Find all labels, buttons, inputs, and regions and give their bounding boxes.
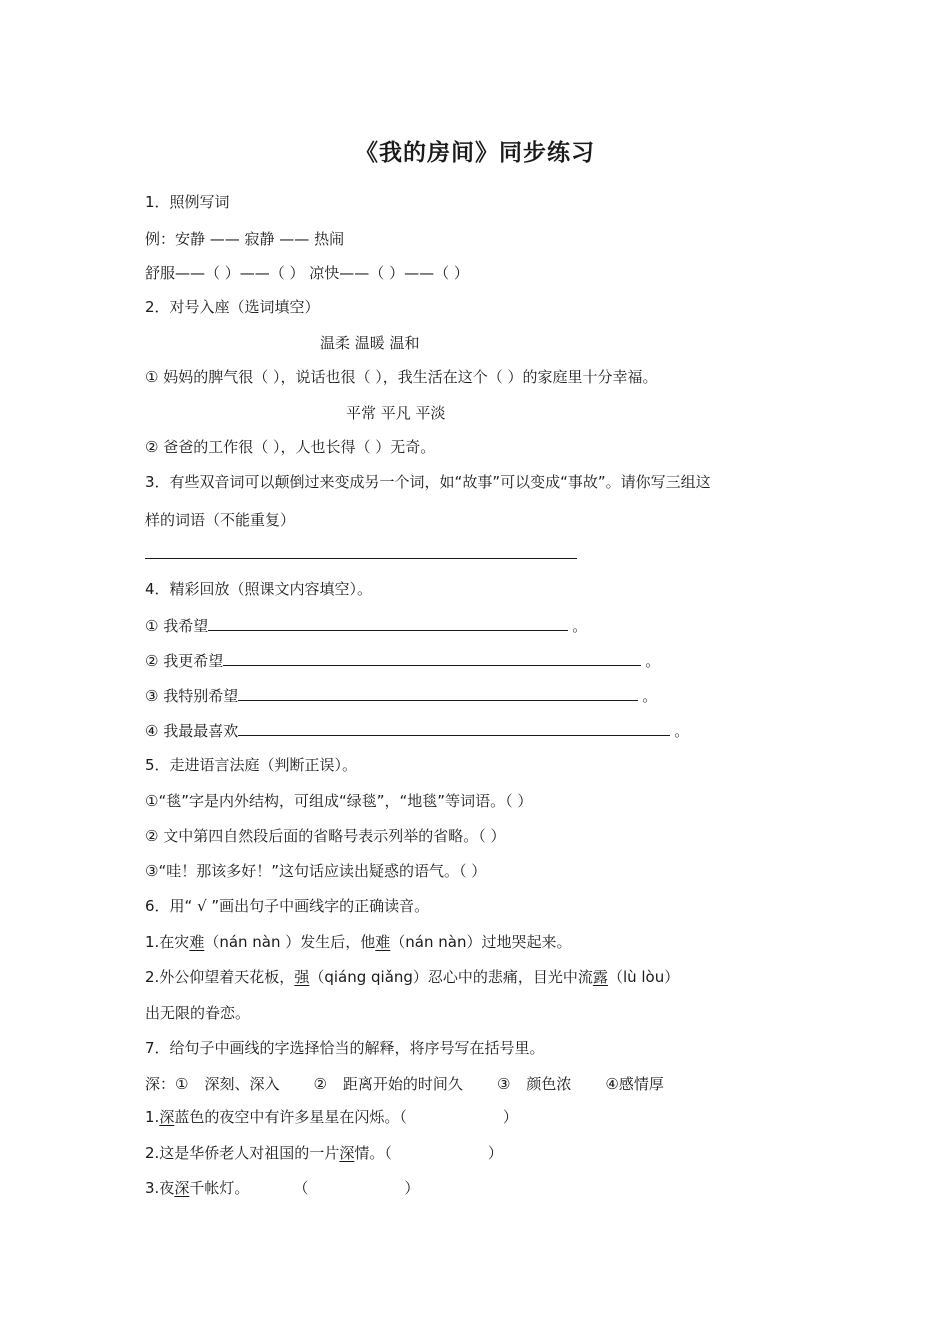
answer-blank[interactable] — [208, 614, 568, 631]
q5-statement-1: ①“毯”字是内外结构，可组成“绿毯”，“地毯”等词语。（ ） — [145, 792, 533, 810]
sentence-text: ） — [502, 1108, 518, 1126]
q4-item-2 — [145, 649, 660, 672]
q4-item-3 — [145, 684, 657, 707]
q1-example: 例：安静 —— 寂静 —— 热闹 — [145, 230, 345, 248]
underlined-char: 露 — [592, 968, 608, 986]
q6-sentence-2-continued: 出无限的眷恋。 — [145, 1004, 251, 1022]
sentence-text: （ — [293, 1179, 309, 1197]
q4-item-prefix: ④ 我最最喜欢 — [145, 722, 239, 740]
q1-task: 舒服——（ ）——（ ） 凉快——（ ）——（ ） — [145, 264, 469, 282]
underlined-char: 深 — [174, 1179, 190, 1197]
sentence-text: 2.这是华侨老人对祖国的一片 — [145, 1144, 340, 1162]
underlined-char: 深 — [339, 1144, 355, 1162]
underlined-char: 难 — [189, 933, 205, 951]
sentence-text: 情。（ — [354, 1144, 392, 1162]
q5-statement-3: ③“哇！那该多好！”这句话应读出疑惑的语气。（ ） — [145, 862, 487, 880]
underlined-char: 深 — [159, 1108, 175, 1126]
underlined-char: 强 — [294, 968, 310, 986]
q4-item-prefix: ① 我希望 — [145, 617, 209, 635]
answer-blank[interactable] — [223, 649, 641, 666]
answer-blank[interactable] — [238, 719, 670, 736]
sentence-text: ） — [487, 1144, 503, 1162]
q3-answer-line[interactable] — [145, 558, 577, 559]
q4-item-end: 。 — [674, 722, 690, 740]
q4-item-end: 。 — [642, 687, 658, 705]
option-1: 深刻、深入 — [204, 1075, 280, 1093]
q2-word-bank-2: 平常 平凡 平淡 — [346, 404, 446, 422]
underlined-char: 难 — [375, 933, 391, 951]
q7-sentence-1 — [145, 1106, 518, 1128]
q7-options — [145, 1073, 664, 1095]
sentence-text: ） — [404, 1179, 420, 1197]
option-4: ④感情厚 — [605, 1075, 664, 1093]
q4-heading: 4．精彩回放（照课文内容填空）。 — [145, 580, 373, 598]
sentence-text: （nán nàn）过地哭起来。 — [390, 933, 572, 951]
option-2-number: ② — [313, 1075, 327, 1093]
q2-heading: 2．对号入座（选词填空） — [145, 298, 320, 316]
q3-line-2: 样的词语（不能重复） — [145, 511, 296, 529]
sentence-text: 蓝色的夜空中有许多星星在闪烁。（ — [174, 1108, 407, 1126]
sentence-text: （qiáng qiǎng）忍心中的悲痛，目光中流 — [309, 968, 593, 986]
q2-sentence-2: ② 爸爸的工作很（ ），人也长得（ ）无奇。 — [145, 438, 436, 456]
sentence-text: 2.外公仰望着天花板， — [145, 968, 295, 986]
q4-item-4 — [145, 719, 689, 742]
q5-heading: 5．走进语言法庭（判断正误）。 — [145, 756, 358, 774]
sentence-text: 千帐灯。 — [189, 1179, 250, 1197]
sentence-text: 3.夜 — [145, 1179, 175, 1197]
q3-line-1: 3．有些双音词可以颠倒过来变成另一个词，如“故事”可以变成“事故”。请你写三组这 — [145, 473, 711, 491]
q1-heading: 1．照例写词 — [145, 193, 230, 211]
option-3-number: ③ — [496, 1075, 511, 1093]
q2-sentence-1: ① 妈妈的脾气很（ ），说话也很（ ），我生活在这个（ ）的家庭里十分幸福。 — [145, 368, 658, 386]
q6-sentence-1 — [145, 931, 571, 953]
sentence-text: （nán nàn ）发生后，他 — [204, 933, 376, 951]
q4-item-end: 。 — [645, 652, 661, 670]
q4-item-end: 。 — [572, 617, 588, 635]
page-title: 《我的房间》同步练习 — [355, 140, 595, 166]
option-2: 距离开始的时间久 — [342, 1075, 463, 1093]
option-label: 深：① — [145, 1075, 189, 1093]
option-3: 颜色浓 — [526, 1075, 572, 1093]
q4-item-1 — [145, 614, 587, 637]
sentence-text: 1. — [145, 1108, 160, 1126]
q6-heading: 6．用“ √ ”画出句子中画线字的正确读音。 — [145, 897, 430, 915]
q6-sentence-2 — [145, 966, 679, 988]
sentence-text: （lù lòu） — [607, 968, 680, 986]
q5-statement-2: ② 文中第四自然段后面的省略号表示列举的省略。（ ） — [145, 827, 506, 845]
answer-blank[interactable] — [238, 684, 638, 701]
q7-heading: 7．给句子中画线的字选择恰当的解释，将序号写在括号里。 — [145, 1039, 545, 1057]
q4-item-prefix: ③ 我特别希望 — [145, 687, 239, 705]
q2-word-bank-1: 温柔 温暖 温和 — [320, 334, 420, 352]
q7-sentence-2 — [145, 1142, 503, 1164]
sentence-text: 1.在灾 — [145, 933, 190, 951]
q7-sentence-3 — [145, 1177, 419, 1199]
q4-item-prefix: ② 我更希望 — [145, 652, 224, 670]
